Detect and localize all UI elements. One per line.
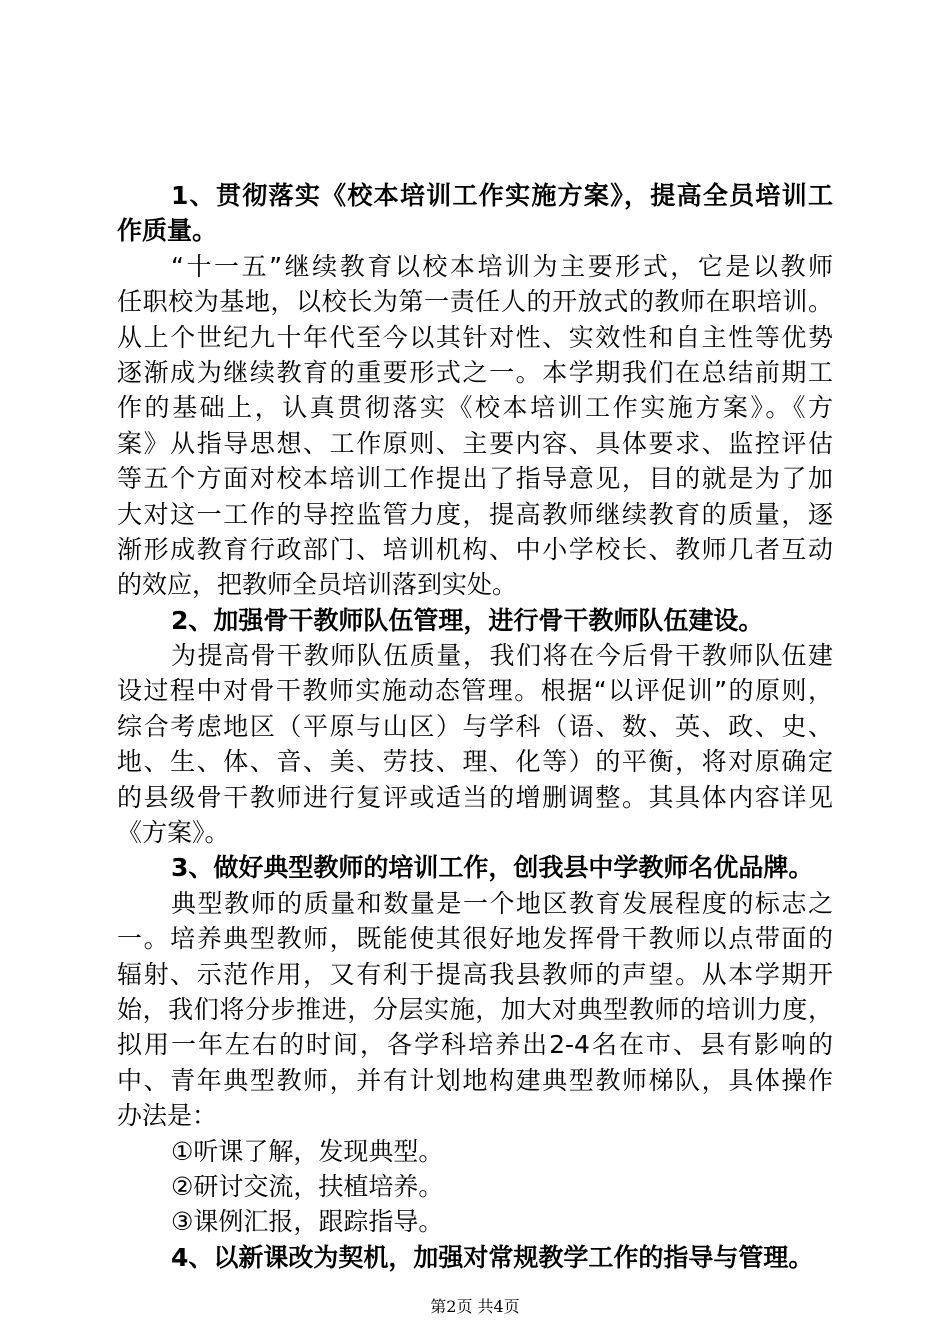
- text-line: 辐射、示范作用，又有利于提高我县教师的声望。从本学期开: [117, 959, 833, 989]
- document-body: [117, 178, 833, 1275]
- section-heading-line: 4、以新课改为契机，加强对常规教学工作的指导与管理。: [171, 1242, 814, 1272]
- list-item: ③课例汇报，跟踪指导。: [171, 1207, 444, 1237]
- text-line: 渐形成教育行政部门、培训机构、中小学校长、教师几者互动: [117, 534, 833, 564]
- section-heading-line: 作质量。: [117, 216, 218, 246]
- section-heading-line: 3、做好典型教师的培训工作，创我县中学教师名优品牌。: [171, 853, 814, 883]
- text-line: 综合考虑地区（平原与山区）与学科（语、数、英、政、史、: [117, 711, 833, 741]
- text-line: 的效应，把教师全员培训落到实处。: [117, 570, 518, 600]
- text-line: 中、青年典型教师，并有计划地构建典型教师梯队，具体操作: [117, 1065, 833, 1095]
- list-item: ①听课了解，发现典型。: [171, 1136, 444, 1166]
- text-line: 从上个世纪九十年代至今以其针对性、实效性和自主性等优势: [117, 322, 833, 352]
- page-footer: 第2页 共4页: [430, 1297, 520, 1316]
- text-line: 一。培养典型教师，既能使其很好地发挥骨干教师以点带面的: [117, 924, 833, 954]
- text-line: 等五个方面对校本培训工作提出了指导意见，目的就是为了加: [117, 464, 833, 494]
- text-line: 典型教师的质量和数量是一个地区教育发展程度的标志之: [171, 888, 833, 918]
- text-line: “十一五”继续教育以校本培训为主要形式，它是以教师: [171, 251, 833, 281]
- text-line: 作的基础上，认真贯彻落实《校本培训工作实施方案》。《方: [117, 393, 833, 423]
- text-line: 始，我们将分步推进，分层实施，加大对典型教师的培训力度，: [117, 994, 833, 1024]
- text-line: 办法是：: [117, 1101, 218, 1131]
- text-line: 为提高骨干教师队伍质量，我们将在今后骨干教师队伍建: [171, 641, 833, 671]
- text-line: 的县级骨干教师进行复评或适当的增删调整。其具体内容详见: [117, 782, 833, 812]
- text-line: 《方案》。: [117, 818, 230, 848]
- text-line: 大对这一工作的导控监管力度，提高教师继续教育的质量，逐: [117, 499, 833, 529]
- text-line: 案》从指导思想、工作原则、主要内容、具体要求、监控评估: [117, 428, 833, 458]
- text-line: 任职校为基地，以校长为第一责任人的开放式的教师在职培训。: [117, 287, 833, 317]
- section-heading-line: 2、加强骨干教师队伍管理，进行骨干教师队伍建设。: [171, 605, 764, 635]
- section-heading-line: 1、贯彻落实《校本培训工作实施方案》，提高全员培训工: [171, 181, 833, 210]
- list-item: ②研讨交流，扶植培养。: [171, 1171, 444, 1201]
- text-line: 设过程中对骨干教师实施动态管理。根据“以评促训”的原则，: [117, 676, 833, 706]
- text-line: 逐渐成为继续教育的重要形式之一。本学期我们在总结前期工: [117, 357, 833, 387]
- text-line: 拟用一年左右的时间，各学科培养出2-4名在市、县有影响的: [117, 1030, 833, 1060]
- text-line: 地、生、体、音、美、劳技、理、化等）的平衡，将对原确定: [117, 747, 833, 777]
